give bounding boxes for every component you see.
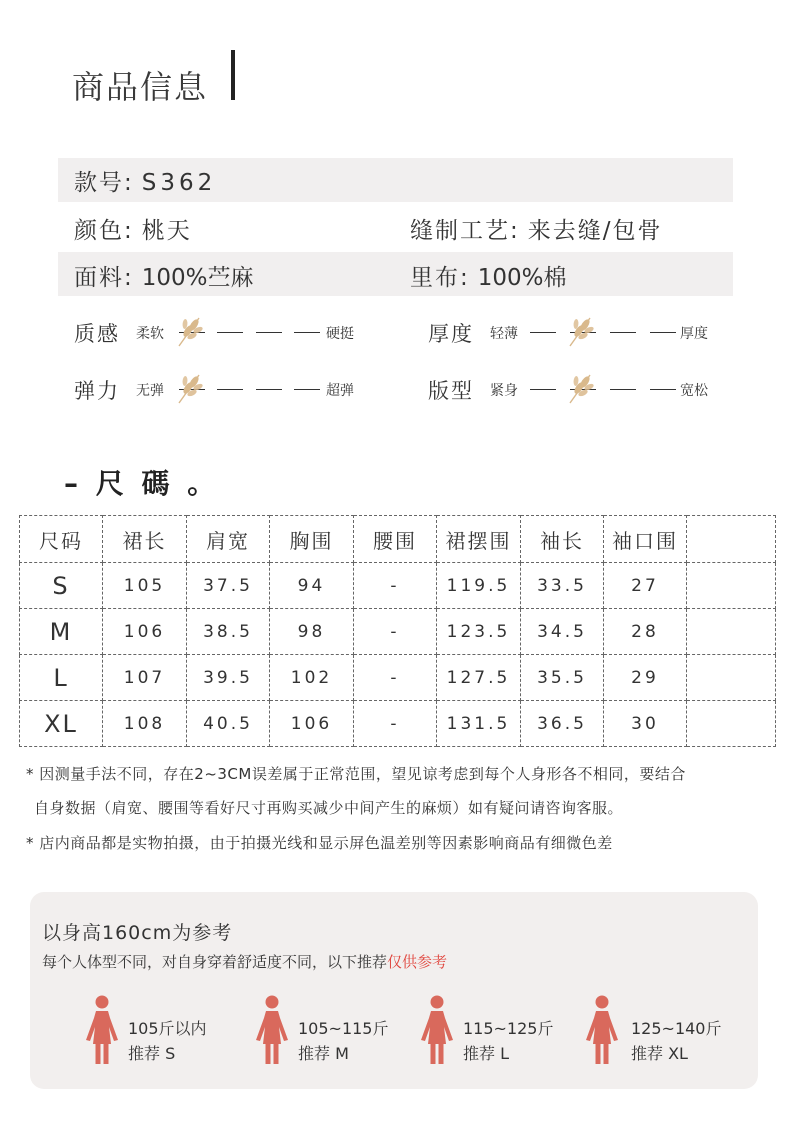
table-header-cell: 尺码 [20, 516, 103, 563]
table-cell: 39.5 [187, 655, 270, 701]
scale-segment [217, 332, 243, 333]
table-cell [687, 609, 776, 655]
size-cell: XL [20, 701, 103, 747]
table-cell: 119.5 [437, 563, 521, 609]
title-divider [231, 50, 235, 100]
color-info [74, 212, 192, 245]
size-table [19, 515, 776, 747]
recommend-item [128, 1016, 207, 1066]
table-header-cell: 裙摆围 [437, 516, 521, 563]
attribute-label: 厚度 [428, 322, 474, 346]
style-no-value: S362 [141, 170, 217, 196]
wheat-leaf-icon [175, 371, 205, 405]
page-title: 商品信息 [72, 68, 209, 106]
fabric-label: 面料: [74, 265, 134, 291]
recommend-subtitle-text: 每个人体型不同，对自身穿着舒适度不同，以下推荐 [42, 953, 388, 971]
note-measurement: * 因测量手法不同，存在2~3CM误差属于正常范围，望见谅考虑到每个人身形各不相同，要结合 [26, 765, 686, 783]
table-cell: 34.5 [521, 609, 604, 655]
table-cell: 98 [270, 609, 354, 655]
recommend-size: 推荐 M [298, 1044, 349, 1063]
wheat-leaf-icon [175, 314, 205, 348]
size-cell: L [20, 655, 103, 701]
style-no [74, 164, 216, 197]
table-cell: 106 [270, 701, 354, 747]
scale-segment [610, 389, 636, 390]
recommend-size: 推荐 XL [631, 1044, 688, 1063]
table-cell: 33.5 [521, 563, 604, 609]
table-cell: 94 [270, 563, 354, 609]
recommend-weight: 105斤以内 [128, 1019, 207, 1038]
table-cell: - [354, 563, 437, 609]
table-cell: 27 [604, 563, 687, 609]
table-cell [687, 655, 776, 701]
size-cell: S [20, 563, 103, 609]
table-cell: 127.5 [437, 655, 521, 701]
table-cell: 107 [103, 655, 187, 701]
scale-segment [256, 332, 282, 333]
table-cell: 30 [604, 701, 687, 747]
table-cell: 123.5 [437, 609, 521, 655]
table-header-cell [687, 516, 776, 563]
note-measurement-cont: 自身数据（肩宽、腰围等看好尺寸再购买减少中间产生的麻烦）如有疑问请咨询客服。 [34, 799, 624, 817]
table-header-row [20, 516, 776, 563]
table-header-cell: 肩宽 [187, 516, 270, 563]
craft-info [410, 212, 663, 245]
table-row [20, 609, 776, 655]
attribute-label: 质感 [74, 322, 120, 346]
table-header-cell: 袖长 [521, 516, 604, 563]
table-cell: 37.5 [187, 563, 270, 609]
scale-segment [530, 332, 556, 333]
table-cell: 28 [604, 609, 687, 655]
table-header-cell: 腰围 [354, 516, 437, 563]
table-cell [687, 701, 776, 747]
attribute-high-label: 宽松 [680, 383, 708, 399]
recommend-weight: 105~115斤 [298, 1019, 389, 1038]
female-figure-icon [254, 994, 290, 1066]
fabric-info [74, 259, 254, 292]
color-label: 颜色: [74, 218, 134, 244]
lining-value: 100%棉 [477, 265, 567, 291]
table-cell: 38.5 [187, 609, 270, 655]
table-cell: 29 [604, 655, 687, 701]
style-no-label: 款号: [74, 170, 134, 196]
wheat-leaf-icon [566, 314, 596, 348]
scale-segment [294, 389, 320, 390]
scale-segment [530, 389, 556, 390]
scale-segment [294, 332, 320, 333]
attribute-label: 弹力 [74, 379, 120, 403]
recommend-weight: 125~140斤 [631, 1019, 722, 1038]
recommend-subtitle [42, 951, 447, 972]
attribute-label: 版型 [428, 379, 474, 403]
female-figure-icon [584, 994, 620, 1066]
recommend-item [463, 1016, 554, 1066]
recommend-highlight: 仅供参考 [387, 953, 448, 971]
table-cell: - [354, 701, 437, 747]
attribute-low-label: 轻薄 [490, 326, 518, 342]
table-cell: 36.5 [521, 701, 604, 747]
recommend-title: 以身高160cm为参考 [42, 922, 233, 944]
craft-value: 来去缝/包骨 [527, 218, 663, 244]
size-section-title: – 尺 碼 。 [64, 467, 220, 500]
fabric-value: 100%苎麻 [141, 265, 254, 291]
attribute-high-label: 厚度 [680, 326, 708, 342]
attribute-high-label: 硬挺 [326, 326, 354, 342]
recommend-item [298, 1016, 389, 1066]
scale-segment [217, 389, 243, 390]
lining-label: 里布: [410, 265, 470, 291]
table-cell: 131.5 [437, 701, 521, 747]
table-cell: 35.5 [521, 655, 604, 701]
attribute-low-label: 柔软 [136, 326, 164, 342]
recommend-size: 推荐 S [128, 1044, 176, 1063]
table-cell: 106 [103, 609, 187, 655]
table-cell [687, 563, 776, 609]
wheat-leaf-icon [566, 371, 596, 405]
recommend-weight: 115~125斤 [463, 1019, 554, 1038]
table-cell: 40.5 [187, 701, 270, 747]
craft-label: 缝制工艺: [410, 218, 520, 244]
recommend-item [631, 1016, 722, 1066]
table-row [20, 563, 776, 609]
attribute-low-label: 紧身 [490, 383, 518, 399]
color-value: 桃天 [141, 218, 192, 244]
table-cell: 102 [270, 655, 354, 701]
table-row [20, 655, 776, 701]
table-header-cell: 裙长 [103, 516, 187, 563]
size-cell: M [20, 609, 103, 655]
scale-segment [256, 389, 282, 390]
scale-segment [650, 389, 676, 390]
scale-segment [650, 332, 676, 333]
recommend-size: 推荐 L [463, 1044, 510, 1063]
table-cell: - [354, 609, 437, 655]
attribute-high-label: 超弹 [326, 383, 354, 399]
attribute-low-label: 无弹 [136, 383, 164, 399]
table-row [20, 701, 776, 747]
scale-segment [610, 332, 636, 333]
lining-info [410, 259, 567, 292]
table-cell: - [354, 655, 437, 701]
table-cell: 105 [103, 563, 187, 609]
table-header-cell: 袖口围 [604, 516, 687, 563]
note-color-diff: * 店内商品都是实物拍摄，由于拍摄光线和显示屏色温差别等因素影响商品有细微色差 [26, 834, 613, 852]
female-figure-icon [84, 994, 120, 1066]
female-figure-icon [419, 994, 455, 1066]
table-header-cell: 胸围 [270, 516, 354, 563]
table-cell: 108 [103, 701, 187, 747]
